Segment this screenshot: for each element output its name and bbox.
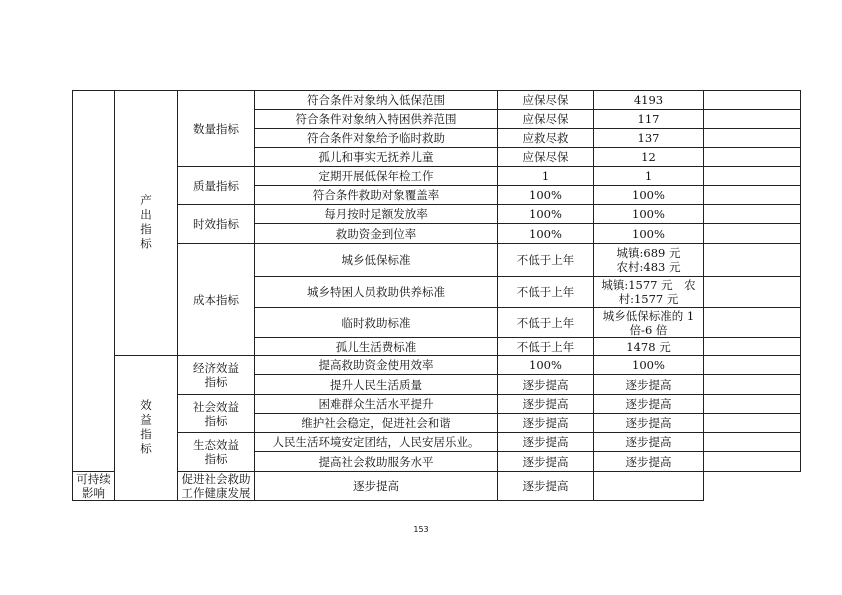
target-cell: 应保尽保 [498,91,594,110]
actual-cell: 逐步提高 [594,375,704,395]
indicator-cell: 符合条件对象纳入特困供养范围 [255,110,498,129]
target-cell: 不低于上年 [498,244,594,277]
actual-cell: 逐步提高 [498,472,594,501]
blank-cell [704,148,801,167]
indicator-cell: 提高救助资金使用效率 [255,356,498,375]
outer-blank-cell [73,91,115,472]
blank-cell [704,433,801,452]
blank-cell [704,205,801,224]
target-cell: 逐步提高 [498,433,594,452]
actual-line: 城镇:1577 元 农 [601,278,696,292]
actual-cell: 100% [594,205,704,224]
actual-line: 城镇:689 元 [616,246,681,260]
target-cell: 100% [498,356,594,375]
blank-cell [704,308,801,338]
actual-cell: 117 [594,110,704,129]
actual-cell: 逐步提高 [594,395,704,414]
indicator-cell: 维护社会稳定，促进社会和谐 [255,414,498,433]
indicator-cell: 定期开展低保年检工作 [255,167,498,186]
group-sustainable-label: 可持续影响 [73,472,115,501]
blank-cell [704,395,801,414]
actual-line: 倍-6 倍 [629,322,668,337]
blank-cell [704,375,801,395]
blank-cell [704,277,801,308]
indicator-cell: 城乡低保标准 [255,244,498,277]
group-quantity-label: 数量指标 [178,91,255,167]
actual-cell: 4193 [594,91,704,110]
actual-cell: 12 [594,148,704,167]
actual-cell: 100% [594,186,704,205]
actual-cell [594,308,704,338]
indicator-cell: 临时救助标准 [255,308,498,338]
indicator-cell: 人民生活环境安定团结，人民安居乐业。 [255,433,498,452]
group-label-line: 经济效益 [193,361,239,375]
indicator-cell: 孤儿和事实无抚养儿童 [255,148,498,167]
target-cell: 1 [498,167,594,186]
blank-cell [704,186,801,205]
actual-cell: 137 [594,129,704,148]
level1-output-label: 产出指标 [115,91,178,356]
blank-cell [594,472,704,501]
actual-cell [594,277,704,308]
indicator-cell: 救助资金到位率 [255,224,498,244]
group-cost-label: 成本指标 [178,244,255,356]
indicator-cell: 提高社会救助服务水平 [255,452,498,472]
target-cell: 逐步提高 [498,395,594,414]
group-ecological-label [178,433,255,472]
actual-cell: 100% [594,356,704,375]
group-label-line: 社会效益 [193,399,239,414]
blank-cell [704,356,801,375]
group-timeliness-label: 时效指标 [178,205,255,244]
actual-cell: 1478 元 [594,338,704,356]
target-cell: 不低于上年 [498,338,594,356]
indicator-cell: 符合条件对象给予临时救助 [255,129,498,148]
group-economic-label [178,356,255,395]
target-cell: 逐步提高 [255,472,498,501]
blank-cell [704,91,801,110]
target-cell: 不低于上年 [498,277,594,308]
target-cell: 应救尽救 [498,129,594,148]
performance-table [72,90,801,501]
target-cell: 100% [498,224,594,244]
target-cell: 逐步提高 [498,375,594,395]
group-quality-label: 质量指标 [178,167,255,205]
group-label-line: 指标 [204,375,228,389]
level1-benefit-label: 效益指标 [115,356,178,501]
blank-cell [704,110,801,129]
blank-cell [704,338,801,356]
indicator-cell: 孤儿生活费标准 [255,338,498,356]
group-label-line: 生态效益 [193,438,239,452]
indicator-cell: 促进社会救助工作健康发展 [178,472,255,501]
actual-line: 农村:483 元 [616,260,681,274]
indicator-cell: 困难群众生活水平提升 [255,395,498,414]
indicator-cell: 提升人民生活质量 [255,375,498,395]
blank-cell [704,224,801,244]
indicator-cell: 每月按时足额发放率 [255,205,498,224]
actual-line: 城乡低保标准的 1 [602,308,695,323]
target-cell: 逐步提高 [498,452,594,472]
blank-cell [704,167,801,186]
actual-cell: 1 [594,167,704,186]
group-label-line: 指标 [204,452,228,466]
group-label-line: 指标 [204,413,228,428]
target-cell: 100% [498,205,594,224]
actual-cell: 逐步提高 [594,414,704,433]
page-number: 153 [413,525,429,534]
blank-cell [704,244,801,277]
blank-cell [704,414,801,433]
indicator-cell: 城乡特困人员救助供养标准 [255,277,498,308]
blank-cell [704,129,801,148]
actual-cell: 100% [594,224,704,244]
target-cell: 100% [498,186,594,205]
blank-cell [704,452,801,472]
actual-cell: 逐步提高 [594,452,704,472]
group-social-label [178,395,255,433]
actual-cell: 逐步提高 [594,433,704,452]
target-cell: 应保尽保 [498,148,594,167]
actual-line: 村:1577 元 [618,292,679,306]
target-cell: 逐步提高 [498,414,594,433]
actual-cell [594,244,704,277]
target-cell: 应保尽保 [498,110,594,129]
indicator-cell: 符合条件救助对象覆盖率 [255,186,498,205]
target-cell: 不低于上年 [498,308,594,338]
indicator-cell: 符合条件对象纳入低保范围 [255,91,498,110]
